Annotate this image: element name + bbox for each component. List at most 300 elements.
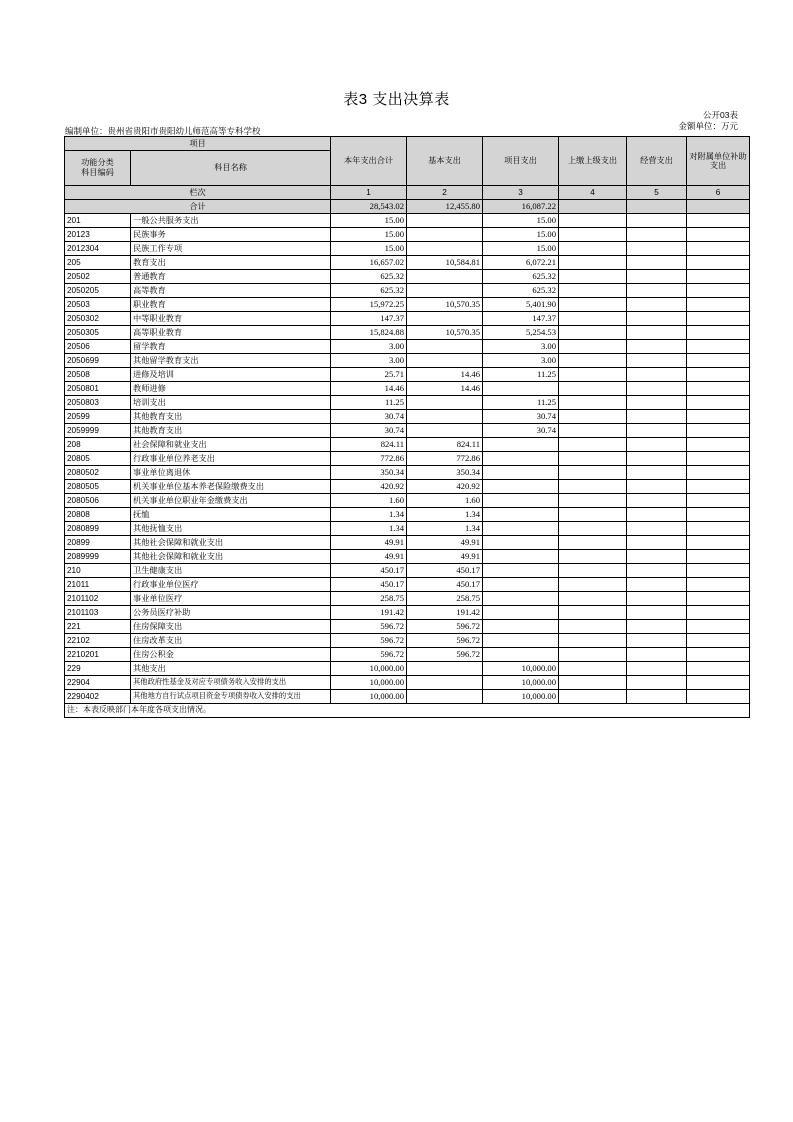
cell-func-code: 20503 [65,298,131,312]
cell-subject-name: 教育支出 [131,256,331,270]
cell-subject-name: 其他政府性基金及对应专项债务收入安排的支出 [131,676,331,690]
cell-upper-level [559,592,627,606]
cell-subject-name: 其他地方自行试点项目资金专项债券收入安排的支出 [131,690,331,704]
cell-func-code: 229 [65,662,131,676]
table-row [65,312,750,326]
cell-basic [407,214,483,228]
cell-subject-name: 抚恤 [131,508,331,522]
cell-subsidy [687,354,750,368]
cell-upper-level [559,424,627,438]
col-number-1: 1 [331,186,407,200]
table-row [65,396,750,410]
cell-upper-level [559,522,627,536]
table-row [65,284,750,298]
cell-basic [407,662,483,676]
cell-project: 15.00 [483,214,559,228]
cell-subject-name: 一般公共服务支出 [131,214,331,228]
cell-upper-level [559,396,627,410]
table-row [65,354,750,368]
cell-total: 14.46 [331,382,407,396]
cell-basic: 596.72 [407,620,483,634]
cell-project [483,564,559,578]
table-footnote-row [65,704,750,718]
cell-func-code: 20502 [65,270,131,284]
cell-upper-level [559,312,627,326]
cell-operating [627,564,687,578]
table-row [65,522,750,536]
cell-operating [627,620,687,634]
cell-operating [627,578,687,592]
cell-func-code: 20899 [65,536,131,550]
cell-operating [627,270,687,284]
cell-subsidy [687,690,750,704]
cell-subject-name: 民族工作专项 [131,242,331,256]
cell-operating [627,382,687,396]
cell-total: 625.32 [331,284,407,298]
table-row-total [65,200,750,214]
cell-basic: 258.75 [407,592,483,606]
cell-operating [627,508,687,522]
total-value-2: 12,455.80 [407,200,483,214]
cell-subsidy [687,536,750,550]
cell-subject-name: 住房保障支出 [131,620,331,634]
header-group-item: 项目 [65,137,331,151]
table-header-group-row [65,137,750,151]
cell-func-code: 221 [65,620,131,634]
cell-upper-level [559,634,627,648]
cell-subsidy [687,340,750,354]
table-row [65,480,750,494]
cell-total: 30.74 [331,424,407,438]
cell-func-code: 2210201 [65,648,131,662]
cell-total: 15.00 [331,242,407,256]
cell-basic: 772.86 [407,452,483,466]
cell-project: 11.25 [483,368,559,382]
cell-func-code: 20508 [65,368,131,382]
cell-subsidy [687,550,750,564]
cell-subject-name: 其他抚恤支出 [131,522,331,536]
cell-operating [627,606,687,620]
cell-operating [627,550,687,564]
cell-upper-level [559,410,627,424]
cell-subsidy [687,298,750,312]
cell-subsidy [687,508,750,522]
cell-project: 30.74 [483,424,559,438]
cell-func-code: 2101102 [65,592,131,606]
cell-project [483,494,559,508]
cell-upper-level [559,438,627,452]
cell-subject-name: 卫生健康支出 [131,564,331,578]
cell-subject-name: 公务员医疗补助 [131,606,331,620]
cell-project [483,480,559,494]
cell-total: 1.34 [331,522,407,536]
cell-total: 11.25 [331,396,407,410]
header-basic: 基本支出 [407,137,483,186]
cell-total: 596.72 [331,648,407,662]
cell-upper-level [559,298,627,312]
cell-basic: 49.91 [407,550,483,564]
cell-func-code: 2050205 [65,284,131,298]
cell-project [483,578,559,592]
cell-func-code: 20506 [65,340,131,354]
cell-project: 625.32 [483,270,559,284]
cell-total: 25.71 [331,368,407,382]
cell-project: 625.32 [483,284,559,298]
cell-func-code: 22102 [65,634,131,648]
cell-subject-name: 其他留学教育支出 [131,354,331,368]
cell-basic: 14.46 [407,368,483,382]
cell-total: 10,000.00 [331,662,407,676]
cell-upper-level [559,270,627,284]
cell-subsidy [687,634,750,648]
total-value-1: 28,543.02 [331,200,407,214]
cell-operating [627,214,687,228]
cell-subject-name: 事业单位医疗 [131,592,331,606]
cell-upper-level [559,648,627,662]
cell-subsidy [687,522,750,536]
cell-subject-name: 住房公积金 [131,648,331,662]
cell-operating [627,480,687,494]
table-row [65,536,750,550]
cell-upper-level [559,662,627,676]
cell-subsidy [687,676,750,690]
cell-project: 5,401.90 [483,298,559,312]
cell-func-code: 20808 [65,508,131,522]
cell-operating [627,284,687,298]
cell-subsidy [687,662,750,676]
cell-upper-level [559,676,627,690]
cell-basic [407,396,483,410]
cell-func-code: 205 [65,256,131,270]
cell-basic [407,410,483,424]
header-func-code: 功能分类 科目编码 [65,151,131,186]
cell-basic: 10,570.35 [407,326,483,340]
col-number-6: 6 [687,186,750,200]
cell-operating [627,634,687,648]
cell-basic: 10,570.35 [407,298,483,312]
cell-operating [627,648,687,662]
cell-total: 191.42 [331,606,407,620]
cell-basic: 596.72 [407,634,483,648]
cell-subject-name: 留学教育 [131,340,331,354]
cell-upper-level [559,214,627,228]
cell-subject-name: 民族事务 [131,228,331,242]
col-number-4: 4 [559,186,627,200]
total-value-3: 16,087.22 [483,200,559,214]
cell-func-code: 2050699 [65,354,131,368]
cell-operating [627,354,687,368]
cell-func-code: 2080505 [65,480,131,494]
table-row [65,340,750,354]
cell-subsidy [687,242,750,256]
cell-func-code: 2089999 [65,550,131,564]
cell-subsidy [687,256,750,270]
cell-upper-level [559,480,627,494]
cell-project: 6,072.21 [483,256,559,270]
table-row [65,214,750,228]
cell-basic [407,340,483,354]
cell-operating [627,298,687,312]
cell-total: 49.91 [331,550,407,564]
cell-subsidy [687,452,750,466]
cell-upper-level [559,564,627,578]
cell-subsidy [687,326,750,340]
cell-func-code: 22904 [65,676,131,690]
table-row [65,438,750,452]
cell-func-code: 2050302 [65,312,131,326]
cell-operating [627,368,687,382]
table-row [65,228,750,242]
cell-basic [407,242,483,256]
cell-subsidy [687,410,750,424]
cell-basic: 450.17 [407,564,483,578]
cell-operating [627,396,687,410]
page-title: 表3 支出决算表 [343,91,450,108]
cell-project [483,550,559,564]
cell-operating [627,242,687,256]
table-row [65,452,750,466]
cell-total: 350.34 [331,466,407,480]
col-number-3: 3 [483,186,559,200]
cell-subject-name: 机关事业单位基本养老保险缴费支出 [131,480,331,494]
cell-upper-level [559,368,627,382]
cell-subject-name: 其他社会保障和就业支出 [131,550,331,564]
cell-basic [407,270,483,284]
table-row [65,690,750,704]
cell-upper-level [559,690,627,704]
cell-operating [627,690,687,704]
cell-project: 10,000.00 [483,676,559,690]
cell-upper-level [559,578,627,592]
table-row [65,550,750,564]
cell-operating [627,228,687,242]
cell-basic: 596.72 [407,648,483,662]
cell-subsidy [687,620,750,634]
cell-subject-name: 普通教育 [131,270,331,284]
table-row [65,592,750,606]
cell-func-code: 2050803 [65,396,131,410]
cell-subsidy [687,396,750,410]
cell-basic [407,676,483,690]
table-row [65,564,750,578]
cell-upper-level [559,466,627,480]
cell-project [483,466,559,480]
cell-basic: 420.92 [407,480,483,494]
cell-basic: 14.46 [407,382,483,396]
total-value-5 [627,200,687,214]
cell-operating [627,592,687,606]
cell-project: 3.00 [483,340,559,354]
cell-basic: 1.60 [407,494,483,508]
cell-func-code: 20123 [65,228,131,242]
public-form-number: 公开03表 [703,110,738,120]
cell-subsidy [687,424,750,438]
table-row [65,662,750,676]
cell-basic [407,354,483,368]
table-row [65,620,750,634]
total-label: 合计 [65,200,331,214]
cell-operating [627,256,687,270]
cell-upper-level [559,606,627,620]
cell-upper-level [559,494,627,508]
total-value-6 [687,200,750,214]
cell-operating [627,662,687,676]
cell-func-code: 2080502 [65,466,131,480]
cell-total: 824.11 [331,438,407,452]
cell-subsidy [687,214,750,228]
cell-project [483,648,559,662]
cell-subsidy [687,382,750,396]
table-row [65,634,750,648]
cell-total: 1.60 [331,494,407,508]
table-row [65,606,750,620]
cell-upper-level [559,508,627,522]
header-upper-level: 上缴上级支出 [559,137,627,186]
header-subject-name: 科目名称 [131,151,331,186]
cell-project [483,382,559,396]
cell-operating [627,438,687,452]
cell-func-code: 2080899 [65,522,131,536]
cell-total: 15.00 [331,214,407,228]
cell-basic [407,228,483,242]
header-project: 项目支出 [483,137,559,186]
table-row [65,368,750,382]
cell-func-code: 2012304 [65,242,131,256]
table-row [65,410,750,424]
cell-subsidy [687,606,750,620]
cell-upper-level [559,550,627,564]
table-row [65,466,750,480]
cell-total: 772.86 [331,452,407,466]
col-number-2: 2 [407,186,483,200]
cell-total: 10,000.00 [331,690,407,704]
cell-total: 49.91 [331,536,407,550]
header-subsidy: 对附属单位补助支出 [687,137,750,186]
cell-total: 258.75 [331,592,407,606]
cell-func-code: 21011 [65,578,131,592]
cell-project [483,606,559,620]
cell-total: 30.74 [331,410,407,424]
cell-upper-level [559,382,627,396]
cell-upper-level [559,284,627,298]
cell-func-code: 20805 [65,452,131,466]
cell-project [483,508,559,522]
cell-subsidy [687,284,750,298]
cell-operating [627,410,687,424]
cell-func-code: 2080506 [65,494,131,508]
cell-upper-level [559,242,627,256]
cell-total: 596.72 [331,620,407,634]
cell-total: 147.37 [331,312,407,326]
table-row [65,270,750,284]
cell-total: 1.34 [331,508,407,522]
cell-project: 15.00 [483,242,559,256]
amount-unit: 金额单位：万元 [678,121,738,132]
cell-func-code: 20599 [65,410,131,424]
cell-subsidy [687,438,750,452]
table-footnote: 注：本表反映部门本年度各项支出情况。 [65,704,750,718]
total-value-4 [559,200,627,214]
table-row [65,648,750,662]
cell-operating [627,326,687,340]
cell-func-code: 2101103 [65,606,131,620]
cell-subject-name: 机关事业单位职业年金缴费支出 [131,494,331,508]
cell-operating [627,424,687,438]
cell-project: 10,000.00 [483,690,559,704]
cell-subject-name: 培训支出 [131,396,331,410]
cell-operating [627,452,687,466]
cell-project [483,634,559,648]
cell-subject-name: 其他社会保障和就业支出 [131,536,331,550]
table-row [65,256,750,270]
cell-project: 15.00 [483,228,559,242]
cell-subsidy [687,312,750,326]
col-number-5: 5 [627,186,687,200]
cell-total: 16,657.02 [331,256,407,270]
cell-subject-name: 高等教育 [131,284,331,298]
cell-subsidy [687,564,750,578]
cell-subsidy [687,368,750,382]
cell-basic [407,284,483,298]
cell-project [483,592,559,606]
header-right-notes [678,110,738,133]
row-label-lanci: 栏次 [65,186,331,200]
cell-total: 15,824.88 [331,326,407,340]
table-body [65,200,750,718]
cell-func-code: 2050305 [65,326,131,340]
cell-project [483,438,559,452]
cell-basic: 191.42 [407,606,483,620]
cell-subject-name: 中等职业教育 [131,312,331,326]
table-row [65,578,750,592]
cell-upper-level [559,326,627,340]
cell-project: 10,000.00 [483,662,559,676]
table-row [65,424,750,438]
cell-func-code: 2290402 [65,690,131,704]
cell-basic: 49.91 [407,536,483,550]
table-row [65,494,750,508]
cell-func-code: 2050801 [65,382,131,396]
cell-subject-name: 其他教育支出 [131,410,331,424]
cell-total: 10,000.00 [331,676,407,690]
cell-project [483,452,559,466]
cell-upper-level [559,228,627,242]
cell-total: 15,972.25 [331,298,407,312]
cell-subject-name: 其他支出 [131,662,331,676]
cell-upper-level [559,620,627,634]
cell-total: 420.92 [331,480,407,494]
table-row [65,676,750,690]
cell-operating [627,676,687,690]
cell-project: 5,254.53 [483,326,559,340]
table-row [65,326,750,340]
cell-basic: 350.34 [407,466,483,480]
cell-project: 11.25 [483,396,559,410]
expenditure-table [64,136,750,718]
table-row [65,242,750,256]
cell-func-code: 210 [65,564,131,578]
cell-basic [407,690,483,704]
table-row [65,298,750,312]
cell-subsidy [687,270,750,284]
cell-subject-name: 行政事业单位养老支出 [131,452,331,466]
cell-total: 3.00 [331,340,407,354]
cell-subject-name: 其他教育支出 [131,424,331,438]
cell-func-code: 208 [65,438,131,452]
compiler-unit: 编制单位：贵州省贵阳市贵阳幼儿师范高等专科学校 [65,126,261,136]
cell-project: 30.74 [483,410,559,424]
cell-basic: 10,584.81 [407,256,483,270]
